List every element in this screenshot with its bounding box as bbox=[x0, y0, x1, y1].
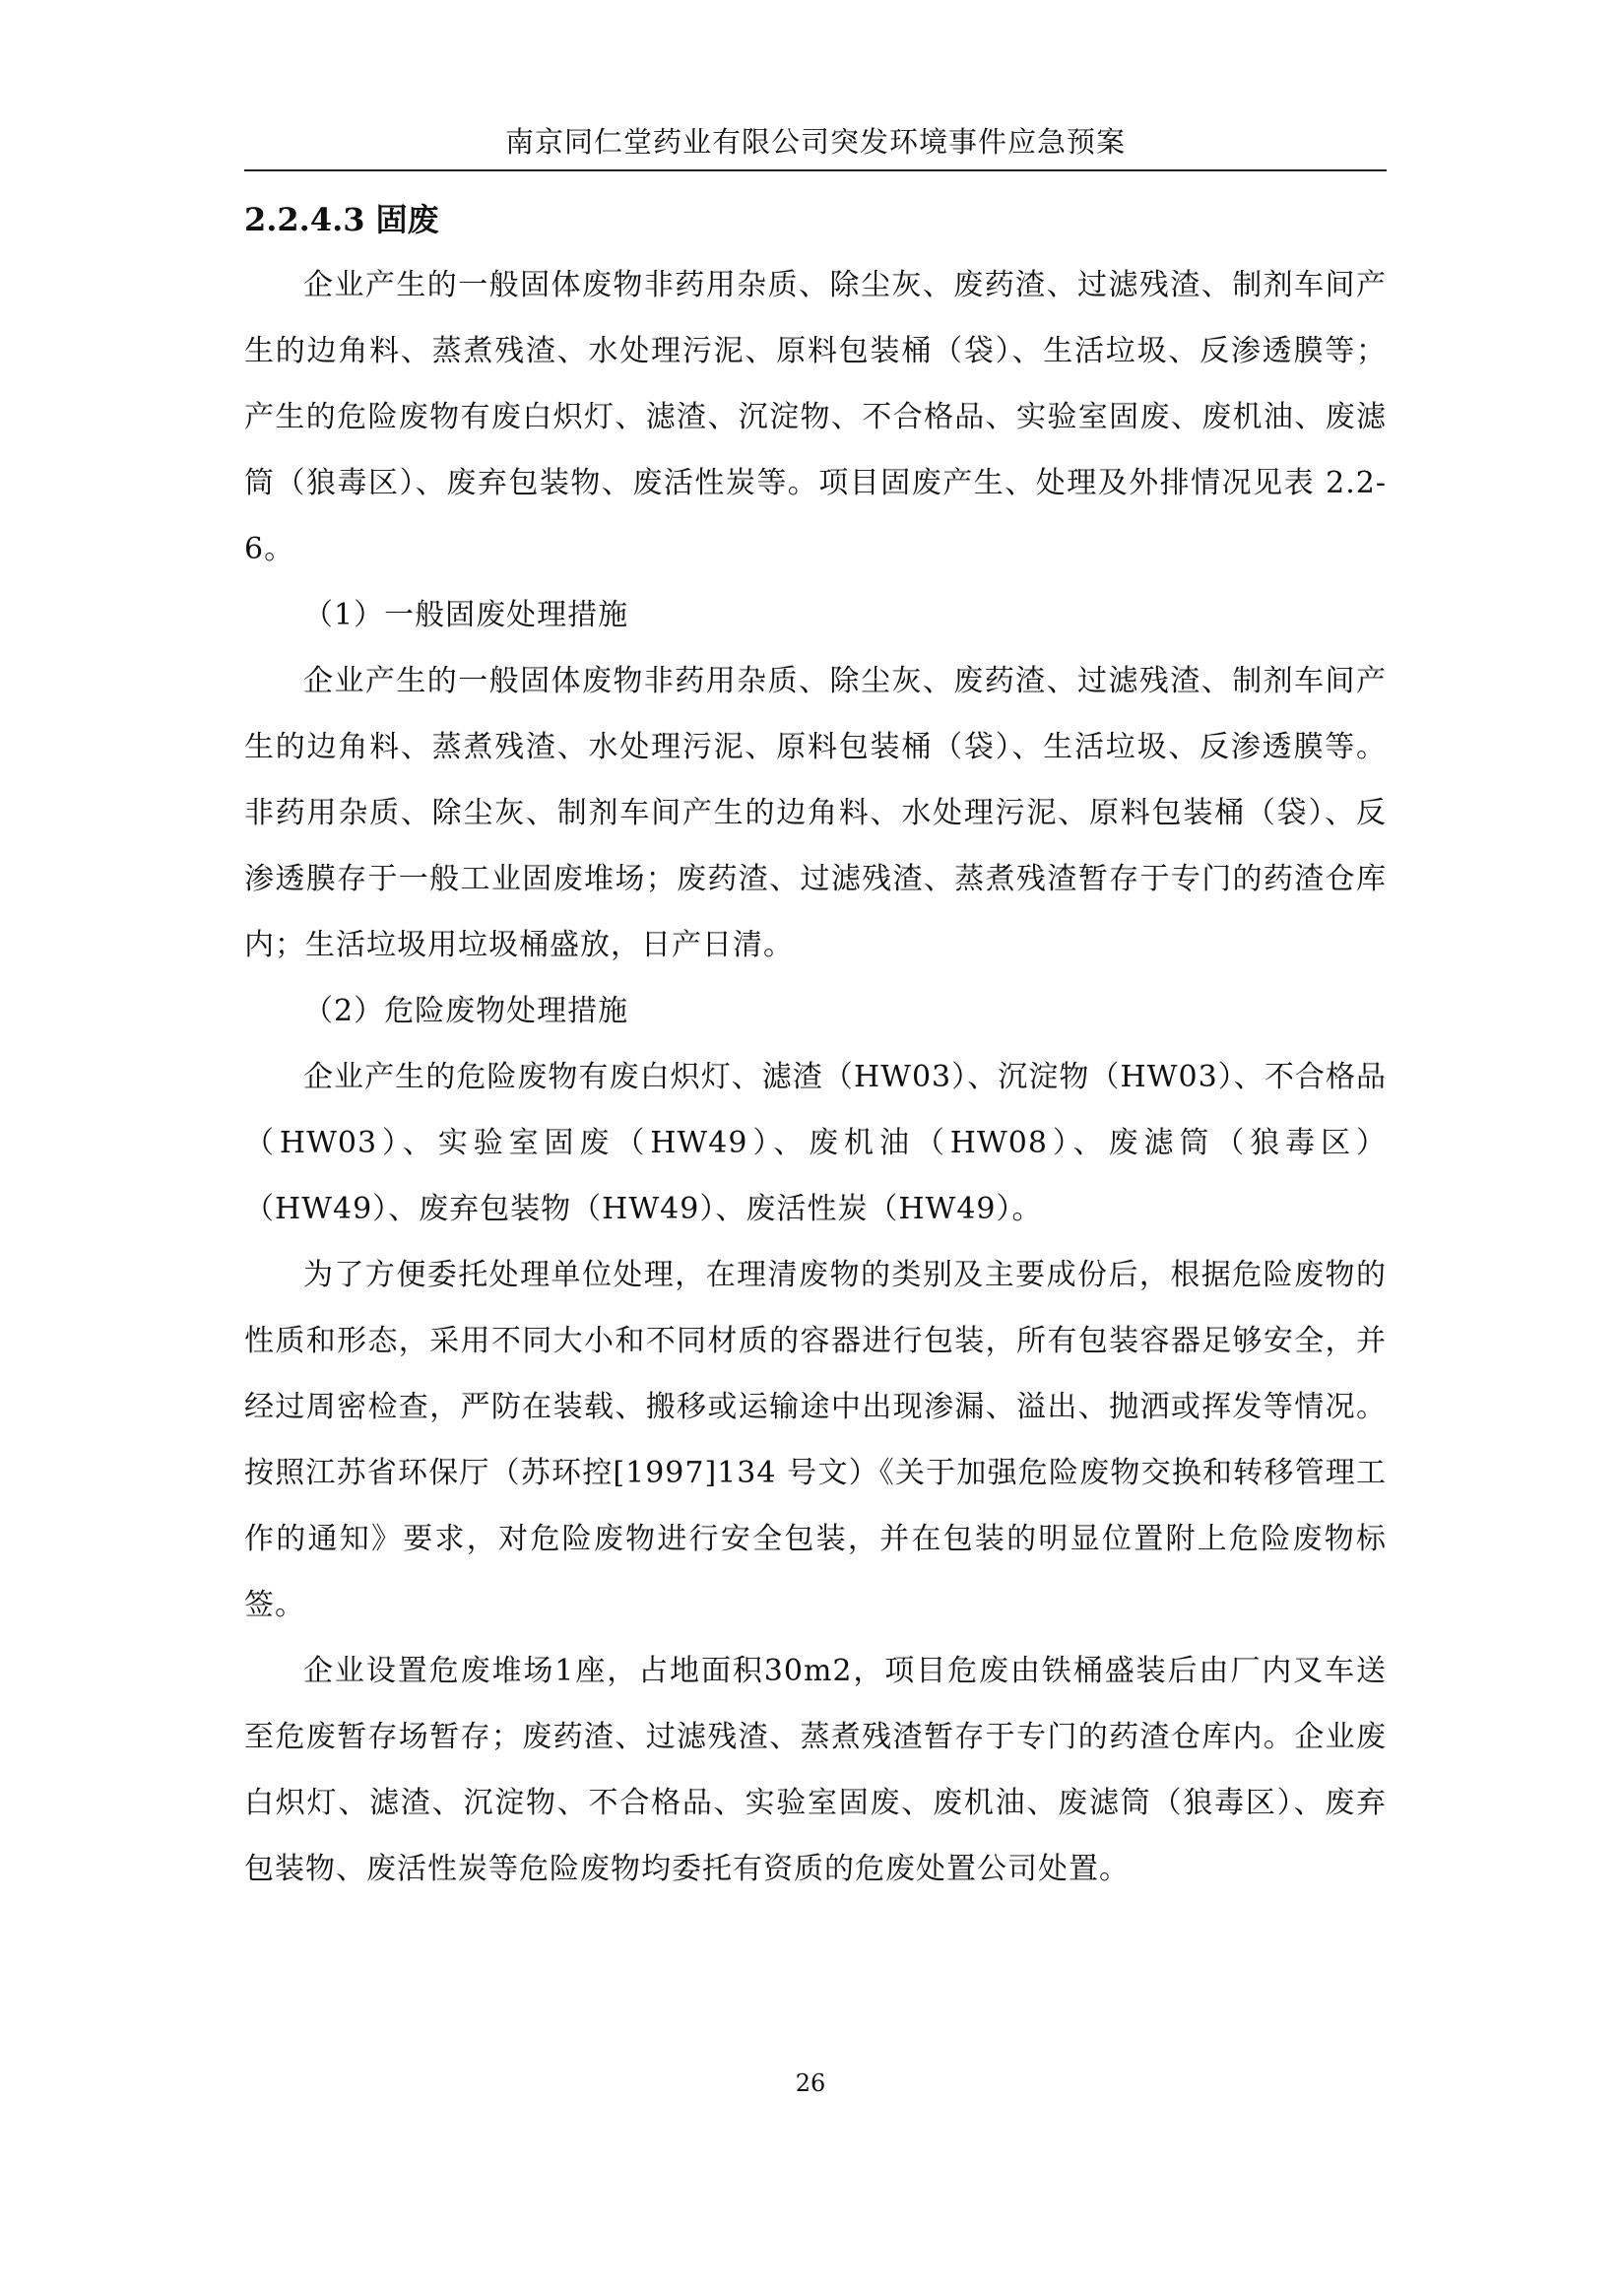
paragraph-overview: 企业产生的一般固体废物非药用杂质、除尘灰、废药渣、过滤残渣、制剂车间产生的边角料、蒸煮残渣、水处理污泥、原料包装桶（袋）、生活垃圾、反渗透膜等；产生的危险废物有废白炽灯、滤渣、沉淀物、不合格品、实验室固废、废机油、废滤筒（狼毒区）、废弃包装物、废活性炭等。项目固废产生、处理及外排情况见表 2.2-6。 bbox=[244, 268, 1387, 566]
paragraph-storage: 企业设置危废堆场1座，占地面积30m2，项目危废由铁桶盛装后由厂内叉车送至危废暂存场暂存；废药渣、过滤残渣、蒸煮残渣暂存于专门的药渣仓库内。企业废白炽灯、滤渣、沉淀物、不合格品、实验室固废、废机油、废滤筒（狼毒区）、废弃包装物、废活性炭等危险废物均委托有资质的危废处置公司处置。 bbox=[244, 1654, 1387, 1886]
section-heading: 2.2.4.3 固废 bbox=[244, 201, 439, 238]
paragraph-packaging: 为了方便委托处理单位处理，在理清废物的类别及主要成份后，根据危险废物的性质和形态，采用不同大小和不同材质的容器进行包装，所有包装容器足够安全，并经过周密检查，严防在装载、搬移或运输途中出现渗漏、溢出、抛洒或挥发等情况。按照江苏省环保厅（苏环控[1997]134 号文）《关于加强危险废物交换和转移管理工作的通知》要求，对危险废物进行安全包装，并在包装的明显位置附上危险废物标签。 bbox=[244, 1258, 1387, 1622]
page-number: 26 bbox=[795, 2069, 826, 2097]
paragraph-hazardous-list: 企业产生的危险废物有废白炽灯、滤渣（HW03）、沉淀物（HW03）、不合格品（HW03）、实验室固废（HW49）、废机油（HW08）、废滤筒（狼毒区）（HW49）、废弃包装物（HW49）、废活性炭（HW49）。 bbox=[244, 1060, 1387, 1226]
subheading-hazardous-waste: （2）危险废物处理措施 bbox=[303, 994, 629, 1028]
header-divider bbox=[244, 169, 1387, 171]
paragraph-general-waste: 企业产生的一般固体废物非药用杂质、除尘灰、废药渣、过滤残渣、制剂车间产生的边角料、蒸煮残渣、水处理污泥、原料包装桶（袋）、生活垃圾、反渗透膜等。非药用杂质、除尘灰、制剂车间产生的边角料、水处理污泥、原料包装桶（袋）、反渗透膜存于一般工业固废堆场；废药渣、过滤残渣、蒸煮残渣暂存于专门的药渣仓库内；生活垃圾用垃圾桶盛放，日产日清。 bbox=[244, 664, 1387, 962]
subheading-general-waste: （1）一般固废处理措施 bbox=[303, 598, 629, 632]
page-header: 南京同仁堂药业有限公司突发环境事件应急预案 bbox=[504, 125, 1126, 159]
body-text bbox=[244, 252, 1387, 1902]
